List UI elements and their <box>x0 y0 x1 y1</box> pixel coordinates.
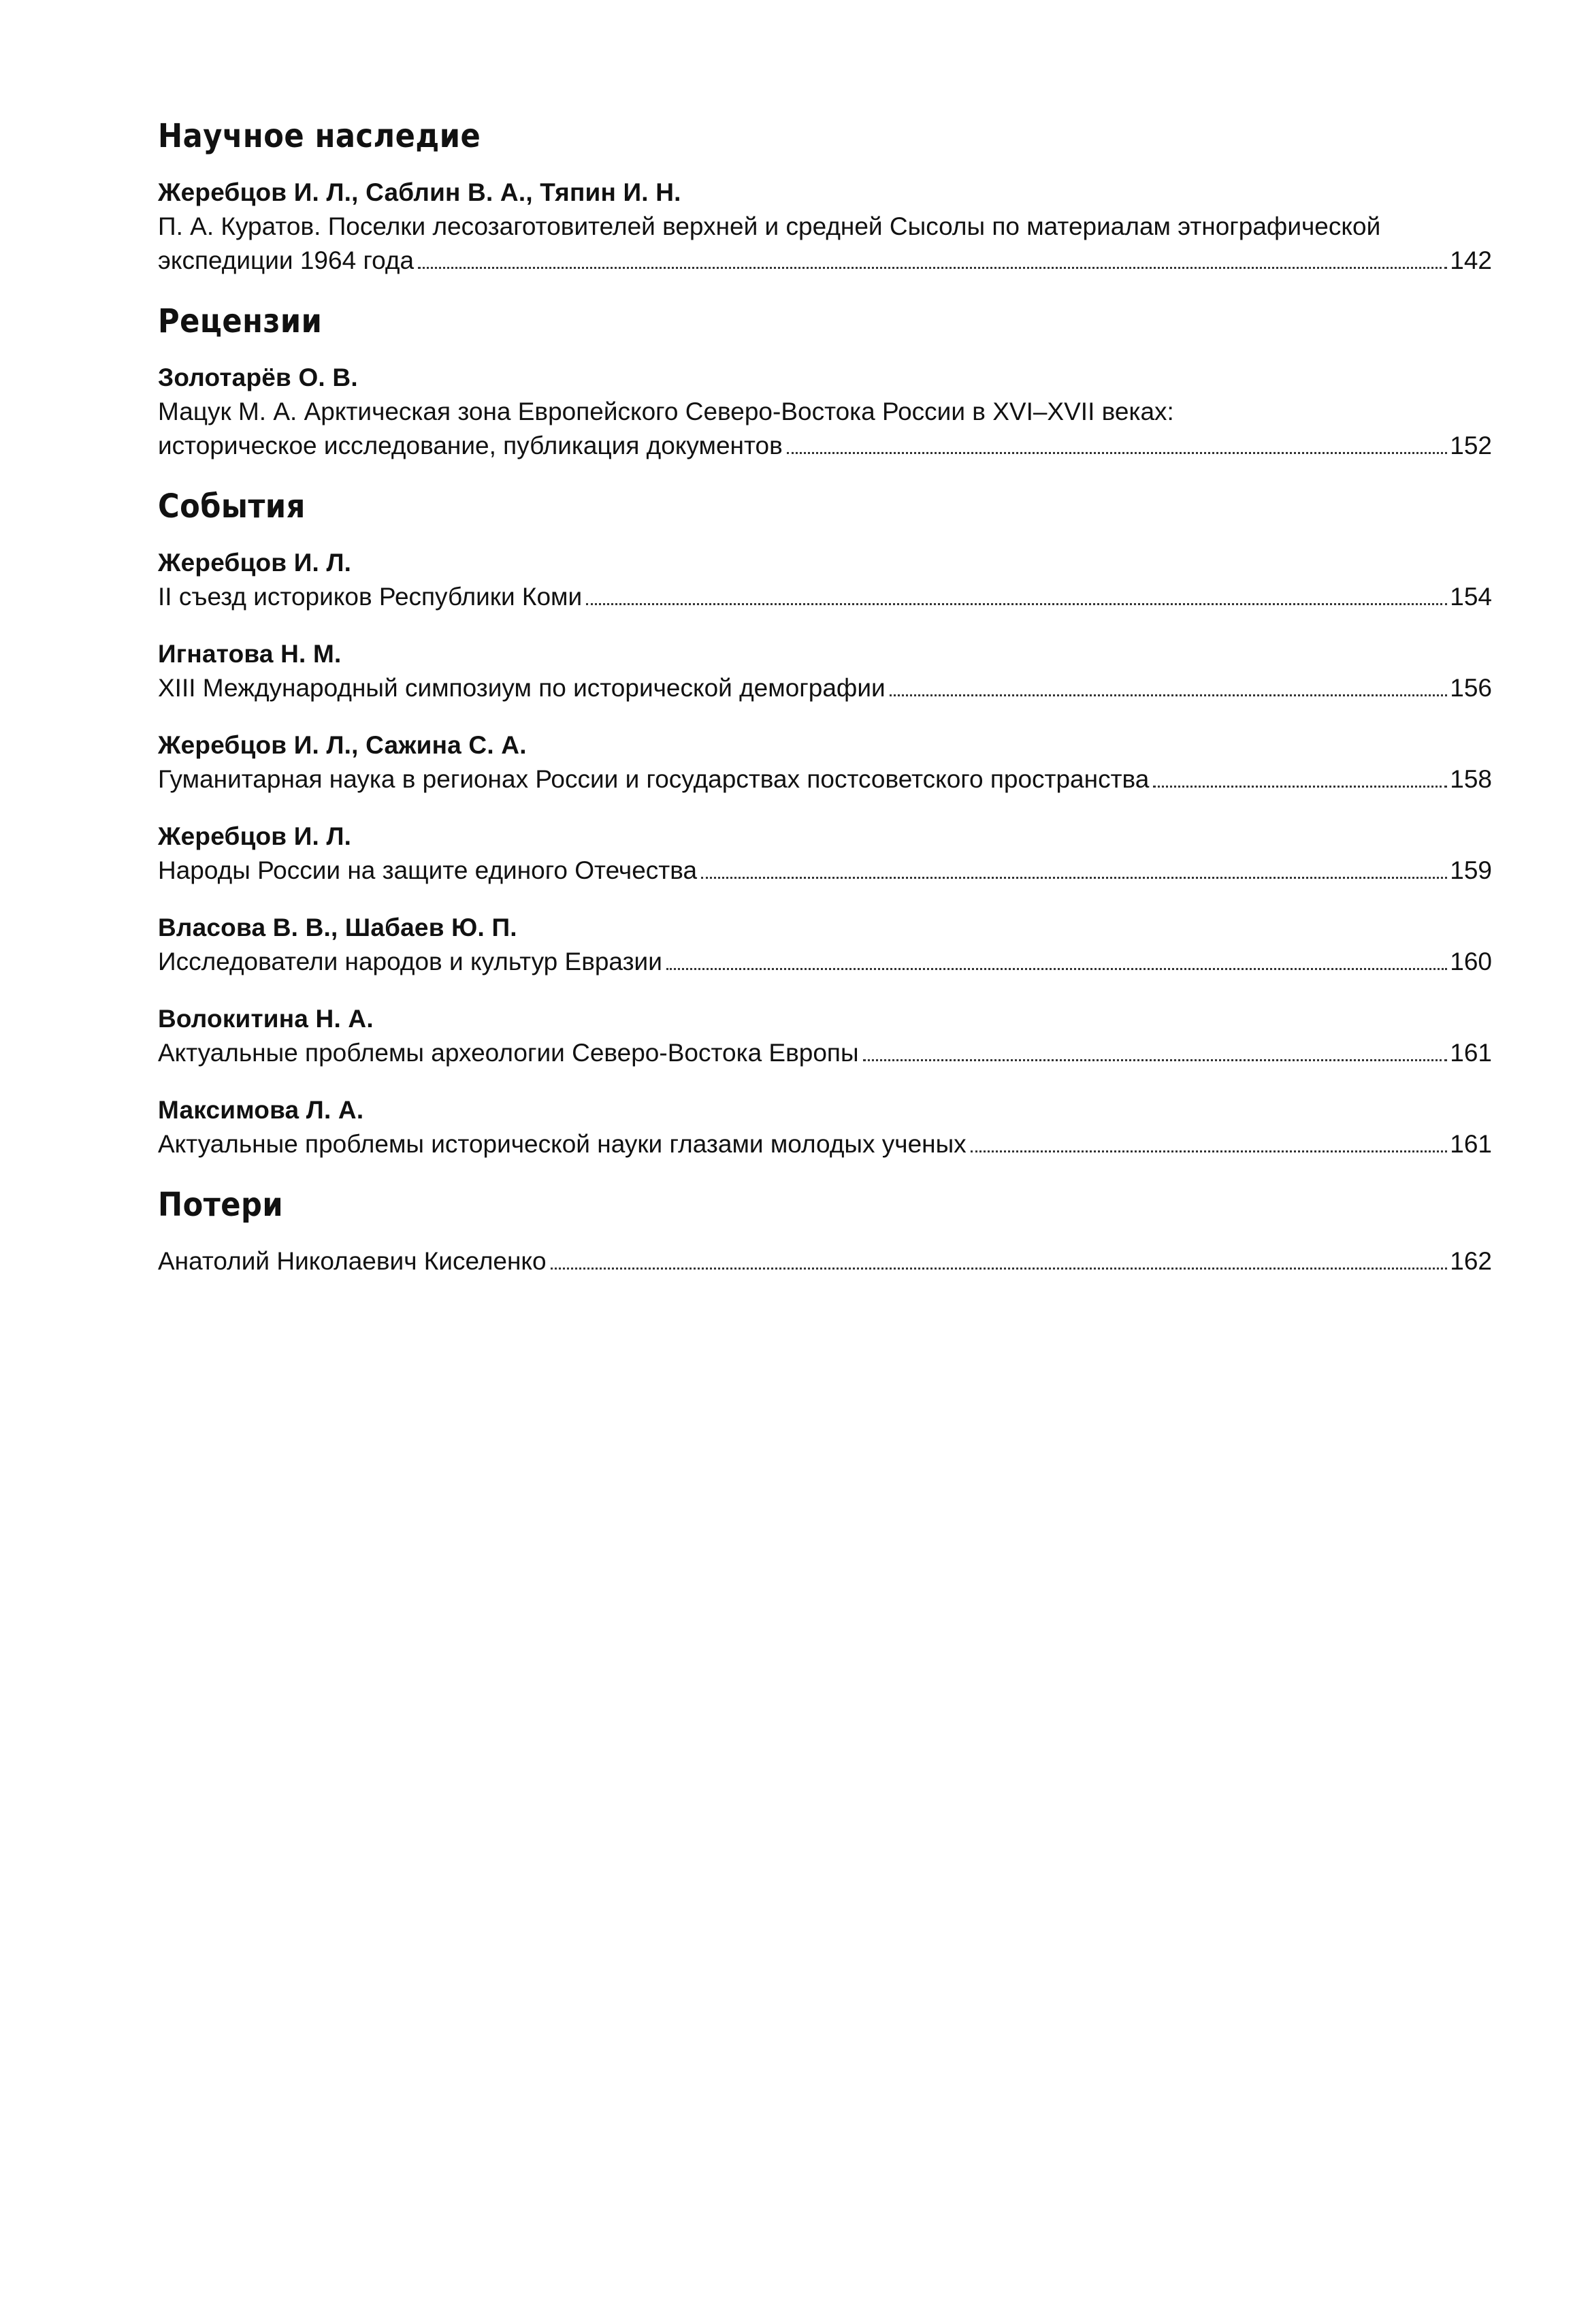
entry-title-end: Актуальные проблемы исторической науки глазами молодых ученых <box>158 1130 967 1158</box>
entry-title-last-line <box>158 429 1492 463</box>
entry-title-last-line <box>158 945 1492 979</box>
page-number: 154 <box>1450 583 1492 611</box>
section-heading: Рецензии <box>158 302 323 340</box>
dot-leader <box>863 1059 1448 1061</box>
toc-entry[interactable] <box>158 1244 1492 1278</box>
entry-authors: Максимова Л. А. <box>158 1096 364 1124</box>
entry-title-end: Народы России на защите единого Отечества <box>158 856 698 884</box>
dot-leader <box>890 694 1448 696</box>
entry-title-last-line <box>158 1036 1492 1070</box>
entry-title: П. А. Куратов. Поселки лесозаготовителей верхней и средней Сысолы по материалам этнографической <box>158 212 1381 240</box>
toc-section-scientific-heritage <box>158 116 1492 278</box>
section-heading: События <box>158 487 306 526</box>
toc-section-reviews <box>158 301 1492 463</box>
entry-title-last-line <box>158 1127 1492 1161</box>
entry-title-end: Актуальные проблемы археологии Северо-Востока Европы <box>158 1039 859 1067</box>
entry-title-end: II съезд историков Республики Коми <box>158 583 583 611</box>
entry-title-last-line <box>158 1244 1492 1278</box>
dot-leader <box>971 1150 1448 1152</box>
entry-authors: Жеребцов И. Л. <box>158 822 352 850</box>
entry-title-last-line <box>158 854 1492 888</box>
toc-entry[interactable] <box>158 546 1492 614</box>
entry-authors: Волокитина Н. А. <box>158 1005 374 1033</box>
dot-leader <box>551 1267 1448 1270</box>
toc-entry[interactable] <box>158 1002 1492 1070</box>
entry-title-last-line <box>158 671 1492 705</box>
page-number: 161 <box>1450 1039 1492 1067</box>
entry-authors: Жеребцов И. Л. <box>158 549 352 577</box>
page-number: 162 <box>1450 1247 1492 1275</box>
entry-title: Мацук М. А. Арктическая зона Европейского Северо-Востока России в XVI–XVII веках: <box>158 398 1174 425</box>
page-number: 161 <box>1450 1130 1492 1158</box>
page-number: 160 <box>1450 948 1492 975</box>
toc-entry[interactable] <box>158 361 1492 463</box>
entry-title-end: экспедиции 1964 года <box>158 246 415 274</box>
entry-title-last-line <box>158 762 1492 796</box>
toc-entry[interactable] <box>158 728 1492 796</box>
page-number: 152 <box>1450 432 1492 459</box>
dot-leader <box>418 266 1447 269</box>
toc-entry[interactable] <box>158 1093 1492 1161</box>
entry-authors: Власова В. В., Шабаев Ю. П. <box>158 914 517 941</box>
table-of-contents <box>158 116 1492 1302</box>
entry-title-last-line <box>158 244 1492 278</box>
page-number: 156 <box>1450 674 1492 702</box>
dot-leader <box>1153 785 1447 788</box>
entry-title-end: Исследователи народов и культур Евразии <box>158 948 662 975</box>
dot-leader <box>666 967 1447 970</box>
entry-title-end: Гуманитарная наука в регионах России и государствах постсоветского пространства <box>158 765 1150 793</box>
entry-authors: Жеребцов И. Л., Сажина С. А. <box>158 731 527 759</box>
page-number: 158 <box>1450 765 1492 793</box>
toc-entry[interactable] <box>158 176 1492 278</box>
toc-entry[interactable] <box>158 637 1492 705</box>
dot-leader <box>701 876 1447 879</box>
entry-title-last-line <box>158 580 1492 614</box>
section-heading: Научное наследие <box>158 117 481 155</box>
page-number: 142 <box>1450 246 1492 274</box>
toc-entry[interactable] <box>158 820 1492 888</box>
entry-title-end: Анатолий Николаевич Киселенко <box>158 1247 547 1275</box>
entry-title-end: историческое исследование, публикация документов <box>158 432 783 459</box>
entry-title-end: XIII Международный симпозиум по исторической демографии <box>158 674 886 702</box>
entry-authors: Игнатова Н. М. <box>158 640 342 668</box>
entry-authors: Жеребцов И. Л., Саблин В. А., Тяпин И. Н. <box>158 178 681 206</box>
toc-section-losses <box>158 1184 1492 1278</box>
dot-leader <box>787 451 1448 454</box>
entry-authors: Золотарёв О. В. <box>158 364 358 391</box>
section-heading: Потери <box>158 1186 284 1224</box>
toc-entry[interactable] <box>158 911 1492 979</box>
toc-section-events <box>158 486 1492 1161</box>
dot-leader <box>586 602 1447 605</box>
page-number: 159 <box>1450 856 1492 884</box>
